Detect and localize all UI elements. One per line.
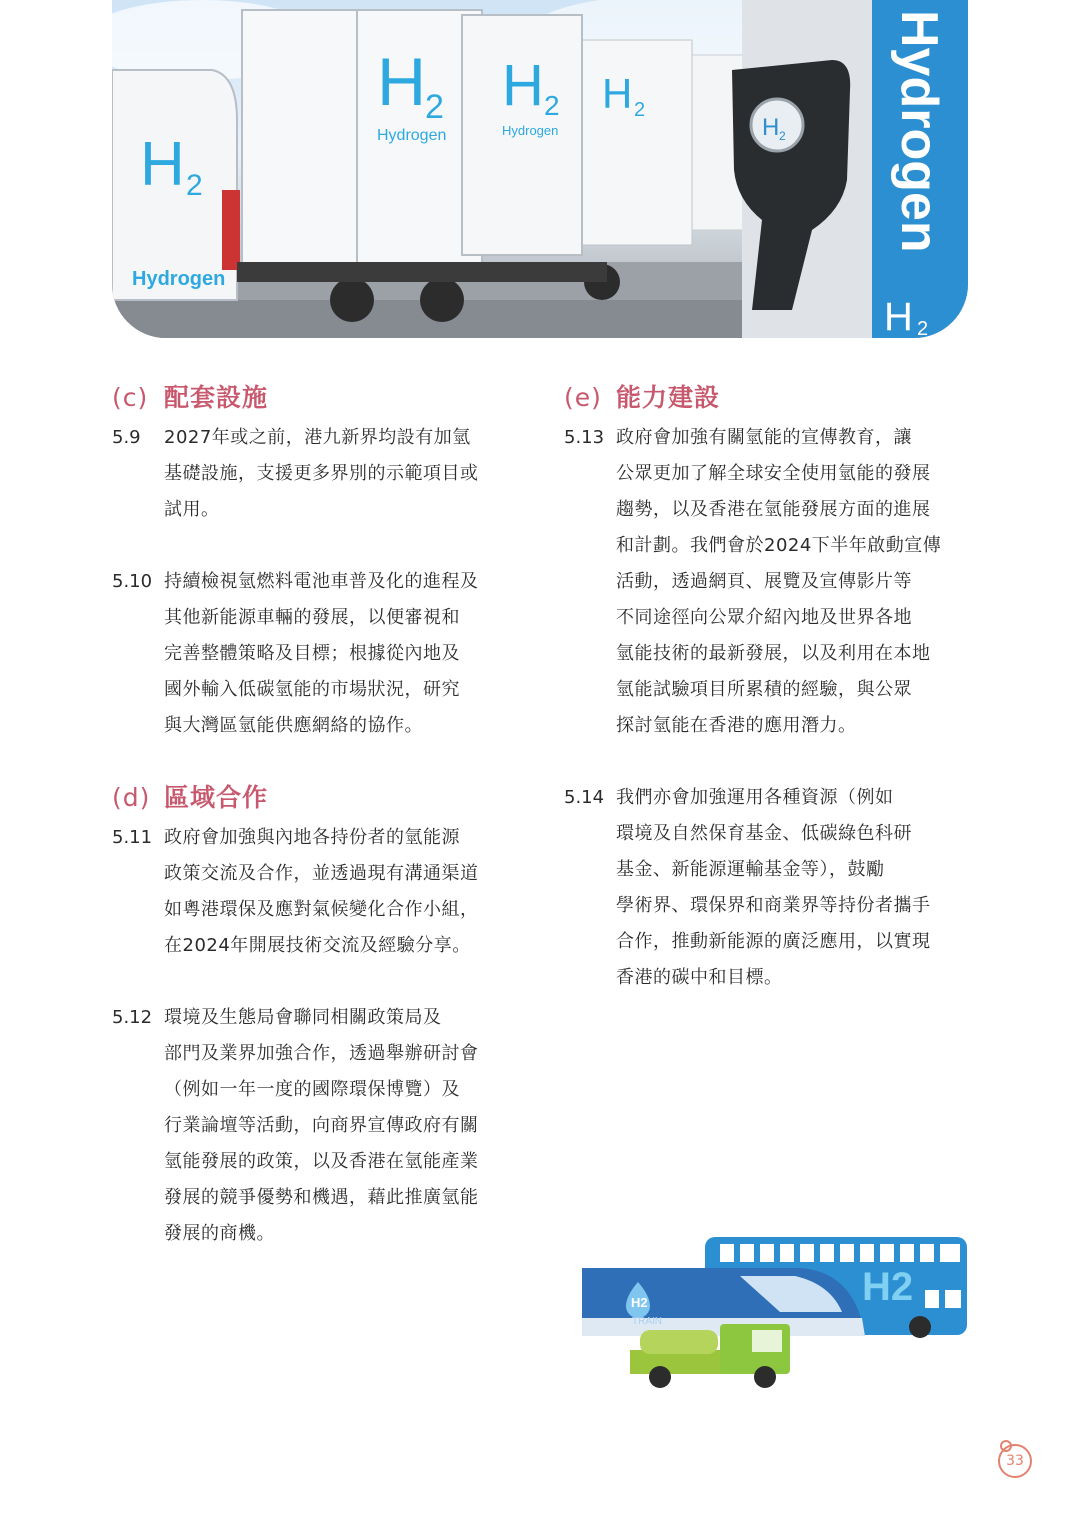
- svg-text:Hydrogen: Hydrogen: [502, 123, 559, 138]
- left-column: [112, 378, 517, 1252]
- svg-text:H: H: [884, 295, 913, 338]
- svg-text:Hydrogen: Hydrogen: [377, 127, 447, 144]
- station-hydrogen-label: Hydrogen: [890, 10, 948, 253]
- section-e-heading: (e) 能力建設: [564, 383, 721, 412]
- hydrogen-trucks-illustration: [112, 0, 968, 338]
- svg-text:H: H: [762, 114, 780, 141]
- svg-text:2: 2: [779, 129, 786, 143]
- paragraph-5-13: 5.13 政府會加強有關氫能的宣傳教育，讓 公眾更加了解全球安全使用氫能的發展 趨勢，以及香港在氫能發展方面的進展 和計劃。我們會於2024下半年啟動宣傳 活動，透過網頁、展覽及宣傳影片等 不同途徑向公眾介紹內地及世界各地 氫能技術的最新發展，以及利用在本地 氫能試驗項目所累積的經驗，與公眾 探討氫能在香港的應用潛力。: [564, 427, 942, 736]
- hero-photo: [112, 0, 968, 338]
- svg-text:H2: H2: [631, 1295, 648, 1310]
- svg-text:H: H: [602, 70, 633, 117]
- section-d-heading: (d) 區域合作: [112, 783, 269, 812]
- paragraph-5-14: 5.14 我們亦會加強運用各種資源（例如 環境及自然保育基金、低碳綠色科研 基金、新能源運輸基金等），鼓勵 學術界、環保界和商業界等持份者攜手 合作，推動新能源的廣泛應用，以實現 香港的碳中和目標。: [564, 787, 931, 988]
- svg-text:2: 2: [917, 318, 929, 338]
- paragraph-5-9: 5.9 2027年或之前，港九新界均設有加氫 基礎設施，支援更多界別的示範項目或 試用。: [112, 427, 479, 520]
- svg-text:TRAIN: TRAIN: [632, 1316, 662, 1327]
- svg-text:2: 2: [634, 99, 646, 121]
- paragraph-5-12: 5.12 環境及生態局會聯同相關政策局及 部門及業界加強合作，透過舉辦研討會 （例如一年一度的國際環保博覽）及 行業論壇等活動，向商界宣傳政府有關 氫能發展的政策，以及香港在氫能產業 發展的競爭優勢和機遇，藉此推廣氫能 發展的商機。: [112, 1007, 479, 1244]
- svg-text:H: H: [502, 53, 544, 118]
- bus-h2-text: H2: [862, 1265, 914, 1309]
- page-number: 33: [998, 1444, 1032, 1478]
- truck-h2-mark: H: [377, 44, 427, 120]
- section-c-heading: (c) 配套設施: [112, 383, 269, 412]
- svg-text:Hydrogen: Hydrogen: [132, 268, 226, 290]
- paragraph-5-11: 5.11 政府會加強與內地各持份者的氫能源 政策交流及合作，並透過現有溝通渠道 如粵港環保及應對氣候變化合作小組， 在2024年開展技術交流及經驗分享。: [112, 827, 479, 956]
- right-column: [564, 378, 969, 996]
- paragraph-5-10: 5.10 持續檢視氫燃料電池車普及化的進程及 其他新能源車輛的發展，以便審視和 完善整體策略及目標；根據從內地及 國外輸入低碳氫能的市場狀況，研究 與大灣區氫能供應網絡的協作。: [112, 571, 479, 736]
- svg-text:2: 2: [425, 88, 444, 126]
- svg-text:2: 2: [544, 90, 560, 121]
- svg-text:H: H: [140, 130, 185, 199]
- hydrogen-vehicles-illustration: [580, 1232, 970, 1392]
- svg-text:2: 2: [186, 169, 203, 202]
